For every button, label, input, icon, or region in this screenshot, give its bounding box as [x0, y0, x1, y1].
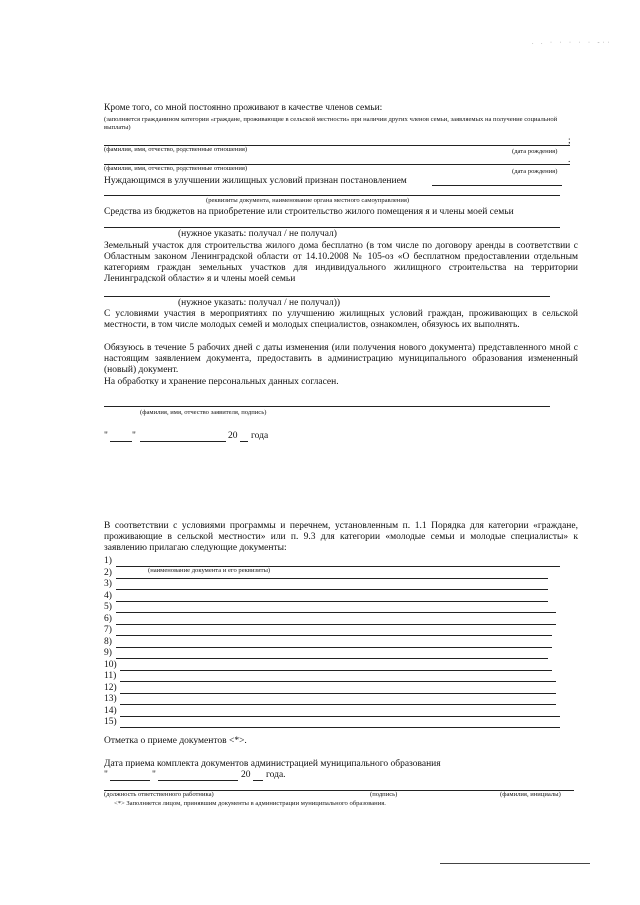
documents-item-label: (наименование документа и его реквизиты): [148, 567, 271, 574]
land-label: (нужное указать: получал / не получал)): [178, 298, 341, 308]
date-year-line[interactable]: [240, 441, 248, 442]
document-item-number: 7): [104, 625, 112, 635]
acceptance-title: Дата приема комплекта документов администрацией муниципального образования: [104, 759, 441, 769]
document-item-line[interactable]: [120, 670, 552, 671]
receipt-mark: Отметка о приеме документов <*>.: [104, 736, 247, 746]
document-item-line[interactable]: [120, 704, 556, 705]
family-row-1-semicolon: ;: [568, 136, 571, 146]
acceptance-year-line[interactable]: [253, 780, 263, 781]
document-item-number: 15): [104, 717, 117, 727]
date-open-quote: ": [104, 431, 108, 441]
family-row-2-period: .: [568, 155, 571, 165]
corner-specks: . . · · · · · -··: [532, 40, 613, 46]
budget-line[interactable]: [104, 227, 560, 228]
land-text: Земельный участок для строительства жилого дома бесплатно (в том числе по договору аренды в соответствии с Областным законом Ленинградской области от 14.10.2008 № 105-оз «О бесплатном предоставлении отдельным категориям граждан земельных участков для индивидуального жилищного строительства на территории Ленинградской области» я и члены моей семьи: [104, 241, 578, 284]
budget-text: Средства из бюджетов на приобретение или строительство жилого помещения я и члены моей семьи: [104, 207, 514, 217]
needy-label: (реквизиты документа, наименование органа местного самоуправления): [206, 197, 410, 204]
document-item-line[interactable]: [116, 635, 552, 636]
date-year-prefix: 20: [228, 431, 238, 441]
document-item-line[interactable]: [116, 624, 556, 625]
document-item-line[interactable]: [116, 578, 548, 579]
applicant-sign-label: (фамилия, имя, отчество заявителя, подпись): [140, 409, 267, 416]
document-item-number: 2): [104, 567, 112, 578]
documents-intro: В соответствии с условиями программы и перечнем, установленным п. 1.1 Порядка для категории «граждане, проживающие в сельской местности» или п. 9.3 для категории «молодые семьи и молодые специалисты» к заявлению прилагаю следующие документы:: [104, 521, 578, 553]
date-day-line[interactable]: [110, 441, 132, 442]
conditions-p1: С условиями участия в мероприятиях по улучшению жилищных условий граждан, проживающих в сельской местности, в том числе молодых семей и молодых специалистов, ознакомлен, обязуюсь их выполнять.: [104, 309, 578, 330]
acceptance-year-prefix: 20: [241, 770, 251, 780]
acceptance-month-line[interactable]: [158, 780, 238, 781]
footnote: <*> Заполняется лицом, принявшим документы в администрации муниципального образования.: [114, 800, 386, 807]
family-intro: Кроме того, со мной постоянно проживают в качестве членов семьи:: [104, 103, 383, 113]
document-item-line[interactable]: [116, 566, 560, 567]
date-close-quote: ": [132, 431, 136, 441]
budget-label: (нужное указать: получал / не получал): [178, 229, 337, 239]
label-name: (фамилия, инициалы): [500, 791, 561, 798]
document-item-number: 13): [104, 694, 117, 704]
document-item-number: 4): [104, 590, 112, 601]
document-item-number: 9): [104, 648, 112, 658]
land-line[interactable]: [104, 296, 550, 297]
date-year-word: года: [251, 431, 269, 441]
document-item-number: 1): [104, 556, 112, 566]
family-row-2-fio-label: (фамилия, имя, отчество, родственные отношения): [104, 165, 248, 172]
label-position: (должность ответственного работника): [104, 791, 214, 798]
document-item-line[interactable]: [120, 716, 560, 717]
acceptance-year-word: года.: [266, 770, 286, 780]
conditions-p2: Обязуюсь в течение 5 рабочих дней с даты изменения (или получения нового документа) представленного мной с настоящим заявлением документа, предоставить в администрацию муниципального образования измененный (новый) документ.: [104, 343, 578, 375]
date-month-line[interactable]: [140, 441, 226, 442]
document-item-number: 11): [104, 671, 117, 681]
label-sign: (подпись): [370, 791, 398, 798]
document-item-number: 10): [104, 659, 117, 670]
applicant-sign-line[interactable]: [104, 406, 550, 407]
family-row-1-fio-label: (фамилия, имя, отчество, родственные отношения): [104, 146, 248, 153]
family-note: (заполняется гражданином категории «граждане, проживающие в сельской местности» при наличии других членов семьи, заявляемых на получение социальной выплаты): [104, 116, 558, 131]
document-item-line[interactable]: [116, 658, 548, 659]
needy-line[interactable]: [104, 195, 560, 196]
document-item-line[interactable]: [120, 681, 556, 682]
document-item-number: 14): [104, 705, 117, 716]
document-item-line[interactable]: [116, 647, 552, 648]
acceptance-close-quote: ": [152, 770, 156, 780]
acceptance-day-line[interactable]: [110, 780, 150, 781]
family-row-2-dob-label: (дата рождения): [512, 168, 558, 175]
acceptance-open-quote: ": [104, 770, 108, 780]
document-item-number: 12): [104, 682, 117, 693]
needy-text: Нуждающимся в улучшении жилищных условий признан постановлением: [104, 176, 407, 186]
document-item-line[interactable]: [116, 601, 548, 602]
document-item-line[interactable]: [120, 693, 556, 694]
document-item-number: 3): [104, 579, 112, 589]
document-item-number: 5): [104, 602, 112, 612]
document-item-line[interactable]: [116, 612, 556, 613]
document-item-line[interactable]: [116, 589, 548, 590]
document-item-number: 6): [104, 613, 112, 624]
conditions-p3: На обработку и хранение персональных данных согласен.: [104, 377, 339, 387]
document-item-line[interactable]: [120, 727, 560, 728]
document-item-number: 8): [104, 636, 112, 647]
scan-artifact-line: [440, 863, 590, 864]
family-row-1-dob-label: (дата рождения): [512, 148, 558, 155]
needy-inline-line[interactable]: [432, 185, 562, 186]
